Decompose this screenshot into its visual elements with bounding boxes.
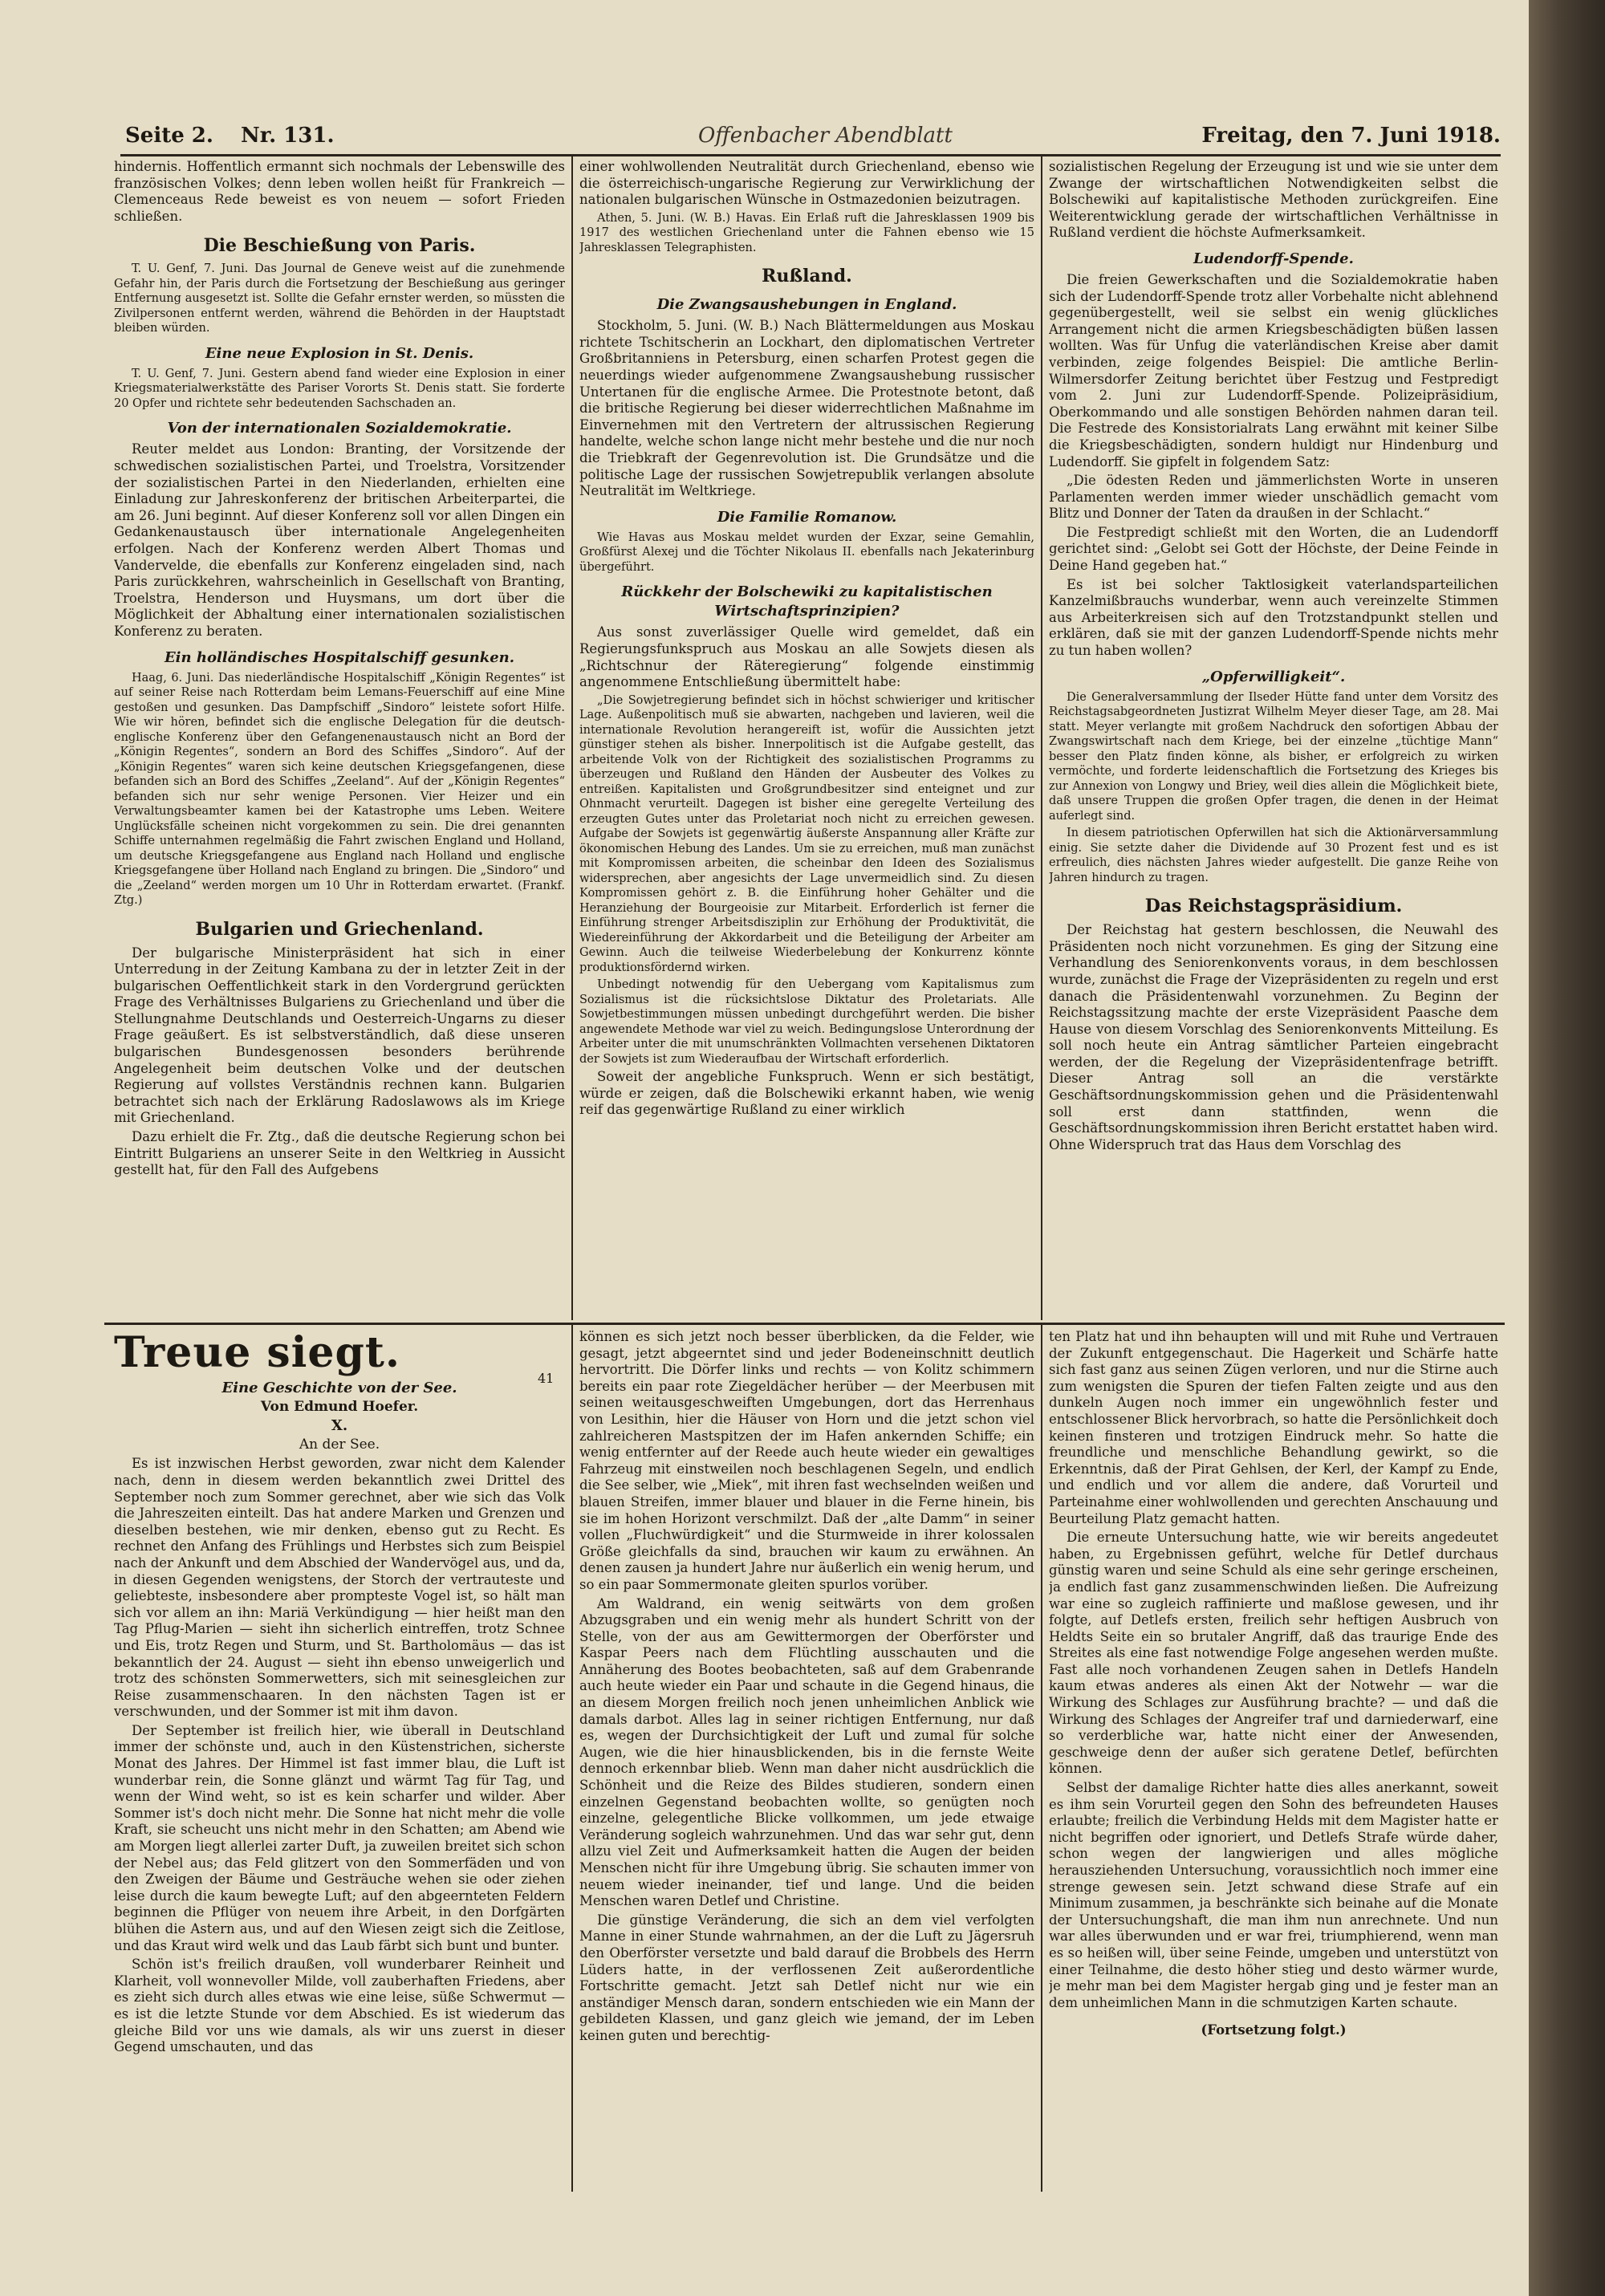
headline: Das Reichstagspräsidium. — [1144, 896, 1403, 917]
headline: Ludendorff-Spende. — [1193, 250, 1354, 267]
article-text: „Die Sowjetregierung befindet sich in höchst schwieriger und kritischer Lage. Außenpolitisch muß sie abwarten, nachgeben und lavieren, weil die internationale Revolution herangereift ist, wofür die Aussichten jetzt günstiger stehen als bisher. Innerpolitisch ist die Aufgabe gestellt, das arbeitende Volk von der Richtigkeit des sozialistischen Programms zu überzeugen und Rußland den Händen der Ausbeuter des Volkes zu entreißen. Kapitalisten und Großgrundbesitzer sind enteignet und zur Ohnmacht verurteilt. Dagegen ist bisher eine geregelte Verteilung des erzeugten Gutes unter das Proletariat noch nicht zu erreichen gewesen. Aufgabe der Sowjets ist gegenwärtig äußerste Anspannung aller Kräfte zur ökonomischen Hebung des Landes. Um sie zu erreichen, muß man zunächst mit Kompromissen arbeiten, die scheinbar den Ideen des Sozialismus widersprechen, aber angesichts der Lage unvermeidlich sind. Zu diesen Kompromissen gehört z. B. die Einführung hoher Gehälter und die Heranziehung der Bourgeoisie zur Mitarbeit. Erforderlich ist ferner die Einführung strenger Arbeitsdisziplin zur Erhöhung der Produktivität, die Wiedereinführung der Akkordarbeit und die Beteiligung der Arbeiter am Gewinn. Auch die teilweise Wiederbelebung der Konkurrenz könnte produktionsfördernd wirken. — [579, 693, 1034, 974]
feuilleton-column-left — [114, 1329, 565, 2196]
feuilleton-column-right — [1049, 1329, 1498, 2196]
column-right — [1049, 159, 1498, 1321]
headline: Bulgarien und Griechenland. — [195, 918, 484, 940]
story-text: Schön ist's freilich draußen, voll wunderbarer Reinheit und Klarheit, voll wonnevoller Milde, voll zauberhaften Friedens, aber es zieht sich durch alles etwas wie eine leise, süße Schwermut — es ist die letzte Stunde vor dem Abschied. Es ist wiederum das gleiche Bild vor uns wie damals, als wir uns zuerst in dieser Gegend umschauten, und das — [114, 1957, 565, 2055]
feuilleton-column-middle — [579, 1329, 1034, 2196]
story-text: können es sich jetzt noch besser überblicken, da die Felder, wie gesagt, jetzt abgeerntet sind und jeder Bodeneinschnitt deutlich hervortritt. Die Dörfer links und rechts — von Kolitz schimmern bereits ein paar rote Ziegeldächer herüber — der Meerbusen mit seinen weitausgeschweiften Umgebungen, dort das Herrenhaus von Lesithin, hier die Häuser von Horn und die jetzt schon viel zahlreicheren Mastspitzen der im Hafen ankernden Schiffe; ein wenig entfernter auf der Reede auch heute wieder ein gewaltiges Fahrzeug mit einstweilen noch beschlagenen Segeln, und endlich die See selber, wie „Miek“, mit ihren fast wechselnden weißen und blauen Streifen, immer blauer und blauer in die Ferne hinein, bis sie im hohen Horizont verschmilzt. Daß der „alte Damm“ in seiner vollen „Fluchwürdigkeit“ und die Sturmweide in ihrer kolossalen Größe gleichfalls da sind, brauchen wir kaum zu erwähnen. An denen zausen ja hundert Jahre nur äußerlich ein wenig herum, und so ein paar Sommermonate gleiten spurlos vorüber. — [579, 1329, 1034, 1592]
story-text: Es ist inzwischen Herbst geworden, zwar nicht dem Kalender nach, denn in diesem werden bekanntlich zwei Drittel des September noch zum Sommer gerechnet, aber wie sich das Volk die Jahreszeiten einteilt. Das hat andere Marken und Grenzen und dieselben bestehen, wie mir denken, ebenso gut zu Recht. Es rechnet den Anfang des Frühlings und Herbstes sich zum Beispiel nach der Ankunft und dem Abschied der Wandervögel aus, und da, in diesen Gegenden wenigstens, der Storch der vertrauteste und geliebteste, insbesondere aber prompteste Vogel ist, so hält man sich vor allem an ihn: Mariä Verkündigung — hier heißt man den Tag Pflug-Marien — sieht ihn sicherlich eintreffen, trotz Schnee und Eis, trotz Regen und Sturm, und St. Bartholomäus — das ist bekanntlich der 24. August — sieht ihn ebenso unweigerlich und trotz des schönsten Sommerwetters, sich mit seinesgleichen zur Reise zusammenschaaren. In den nächsten Tagen ist er verschwunden, und der Sommer ist mit ihm davon. — [114, 1456, 565, 1720]
article-text: Reuter meldet aus London: Branting, der Vorsitzende der schwedischen sozialistischen Partei, und Troelstra, Vorsitzender der sozialistischen Partei in den Niederlanden, erhielten eine Einladung zur Jahreskonferenz der britischen Arbeiterpartei, die am 26. Juni beginnt. Auf dieser Konferenz soll vor allen Dingen ein Gedankenaustausch über internationale Angelegenheiten erfolgen. Nach der Konferenz werden Albert Thomas und Vandervelde, die ebenfalls zur Konferenz eingeladen sind, nach Paris zurückkehren, wahrscheinlich in Gesellschaft von Branting, Troelstra, Henderson und Huysmans, um dort über die Möglichkeit der Abhaltung einer internationalen sozialistischen Konferenz zu beraten. — [114, 441, 565, 639]
headline: Die Zwangsaushebungen in England. — [656, 296, 957, 314]
chapter-title: An der See. — [299, 1436, 380, 1453]
column-left — [114, 159, 565, 1321]
headline: Die Familie Romanow. — [717, 508, 897, 526]
story-text: ten Platz hat und ihn behaupten will und mit Ruhe und Vertrauen der Zukunft entgegenschaut. Die Hagerkeit und Schärfe hatte sich fast ganz aus seinen Zügen verloren, und nur die Stirne auch zum wenigsten die Spuren der tiefen Falten zeigte und aus den dunkeln Augen noch immer ein ungewöhnlich fester und entschlossener Blick hervorbrach, so hatte die Persönlichkeit doch keinen finsteren und trotzigen Eindruck mehr. So hatte die freundliche und menschliche Behandlung gewirkt, so die Erkenntnis, daß der Pirat Gehlsen, der Kerl, der Kampf zu Ende, und endlich und vor allem die andere, daß Vorurteil und Parteinahme einer wohlwollenden und gerechten Anschauung und Beurteilung Platz gemacht hatten. — [1049, 1329, 1498, 1526]
story-text: Selbst der damalige Richter hatte dies alles anerkannt, soweit es ihm sein Vorurteil gegen den Sohn des befreundeten Hauses erlaubte; freilich die Verbindung Helds mit dem Magister hatte er nicht begriffen oder ignoriert, und Detlefs Strafe würde daher, schon wegen der langwierigen und alles mögliche herausziehenden Untersuchung, voraussichtlich noch immer eine strenge gewesen sein. Jetzt schwand diese Strafe auf ein Minimum zusammen, ja beschränkte sich beinahe auf die Monate der Untersuchungshaft, die man ihm nun anrechnete. Und nun war alles überwunden und er war frei, triumphierend, wenn man es so heißen will, über seine Feinde, umgeben und unterstützt von einer Teilnahme, die desto höher stieg und desto wärmer wurde, je mehr man bei dem Magister hergab ging und je fester man an dem unheimlichen Mann in die schmutzigen Karten schaute. — [1049, 1780, 1498, 2010]
feuilleton-subtitle: Eine Geschichte von der See. — [221, 1380, 457, 1396]
article-text: sozialistischen Regelung der Erzeugung ist und wie sie unter dem Zwange der wirtschaftlichen Notwendigkeiten selbst die Bolschewiki auf kapitalistische Methoden zurückgreifen. Eine Weiterentwicklung gerade der wirtschaftlichen Verhältnisse in Rußland verdient die höchste Aufmerksamkeit. — [1049, 159, 1498, 241]
feuilleton-rule — [104, 1323, 1505, 1325]
article-text: „Die ödesten Reden und jämmerlichsten Worte in unseren Parlamenten werden immer wieder unschädlich gemacht vom Blitz und Donner der Taten da draußen in der Schlacht.“ — [1049, 473, 1498, 522]
paper-name: Offenbacher Abendblatt — [698, 124, 953, 148]
page-header — [120, 120, 1501, 152]
article-text: einer wohlwollenden Neutralität durch Griechenland, ebenso wie die österreichisch-ungarische Regierung zur Verwirklichung der nationalen bulgarischen Wünsche in Ostmazedonien beizutragen. — [579, 159, 1034, 208]
article-text: In diesem patriotischen Opferwillen hat sich die Aktionärversammlung einig. Sie setzte daher die Dividende auf 30 Prozent fest und es ist erfreulich, dies nächsten Jahres wieder aufgestellt. Die ganze Reihe von Jahren hindurch zu tragen. — [1049, 827, 1498, 884]
chapter-number: X. — [331, 1417, 348, 1435]
article-text: Aus sonst zuverlässiger Quelle wird gemeldet, daß ein Regierungsfunkspruch aus Moskau an alle Sowjets diesen als „Richtschnur der Räteregierung“ folgende einstimmig angenommene Entschließung übermittelt habe: — [579, 624, 1034, 690]
story-text: Am Waldrand, ein wenig seitwärts von dem großen Abzugsgraben und ein wenig mehr als hundert Schritt von der Stelle, von der aus am Gewittermorgen der Oberförster und Kaspar Peers nach dem Flüchtling ausschauten und die Annäherung des Bootes beobachteten, saß auf dem Grabenrande auch heute wieder ein Paar und schaute in die Gegend hinaus, die an diesem Morgen freilich noch jenen unheimlichen Anblick wie damals darbot. Alles lag in seiner richtigen Entfernung, nur daß es, wegen der Durchsichtigkeit der Luft und zumal für solche Augen, wie die hier hinausblickenden, bis in die fernste Weite dennoch erkennbar blieb. Wenn man daher nicht ausdrücklich die Schönheit und die Reize des Bildes studieren, sondern einen einzelnen Gegenstand beobachten wollte, so genügten noch einzelne, gelegentliche Blicke vollkommen, um jede etwaige Veränderung sogleich wahrzunehmen. Und das war sehr gut, denn allzu viel Zeit und Aufmerksamkeit hatten die Augen der beiden Menschen nicht für ihre Umgebung übrig. Sie schauten immer von neuem wieder ineinander, tief und lange. Und die beiden Menschen waren Detlef und Christine. — [579, 1595, 1034, 1909]
headline: Die Beschießung von Paris. — [203, 235, 476, 257]
article-text: Die freien Gewerkschaften und die Sozialdemokratie haben sich der Ludendorff-Spende trotz aller Vorbehalte nicht ablehnend gegenübergestellt, weil sie selbst ein wenig glückliches Arrangement nicht die armen Kriegsbeschädigten büßen lassen wollten. Was für Unfug die vaterländischen Kreise aber damit verbinden, zeige folgendes Beispiel: Die amtliche Berlin-Wilmersdorfer Zeitung berichtet über Festzug und Festpredigt vom 2. Juni zur Ludendorff-Spende. Polizeipräsidium, Oberkommando und alle sonstigen Behörden nahmen daran teil. Die Festrede des Konsistorialrats Lang erwähnt mit keiner Silbe die Kriegsbeschädigten, sondern huldigt nur Hindenburg und Ludendorff. Sie gipfelt in folgendem Satz: — [1049, 271, 1498, 469]
feuilleton-title: Treue siegt. — [114, 1329, 400, 1377]
column-middle — [579, 159, 1034, 1321]
article-text: hindernis. Hoffentlich ermannt sich nochmals der Lebenswille des französischen Volkes; denn leben wollen heißt für Frankreich — Clemenceaus Rede beweist es von neuem — sofort Frieden schließen. — [114, 159, 565, 224]
headline: „Opferwilligkeit“. — [1201, 668, 1346, 685]
article-text: Athen, 5. Juni. (W. B.) Havas. Ein Erlaß ruft die Jahresklassen 1909 bis 1917 des westlichen Griechenland unter die Fahnen ebenso wie 15 Jahresklassen Telegraphisten. — [579, 211, 1034, 254]
column-rule-1 — [571, 156, 573, 1320]
headline: Rußland. — [762, 266, 852, 287]
continuation-note: (Fortsetzung folgt.) — [1201, 2022, 1347, 2038]
article-text: T. U. Genf, 7. Juni. Das Journal de Geneve weist auf die zunehmende Gefahr hin, der Paris durch die Fortsetzung der Beschießung aus geringer Entfernung ausgesetzt ist. Sollte die Gefahr ernster werden, so müssten die Zivilpersonen entfernt werden, während die Behörden in der Hauptstadt bleiben würden. — [114, 262, 565, 335]
story-text: Die erneute Untersuchung hatte, wie wir bereits angedeutet haben, zu Ergebnissen geführt, welche für Detlef durchaus günstig waren und seine Schuld als eine sehr geringe erscheinen, ja endlich fast ganz zusammenschwinden ließen. Die Aufreizung war eine so zugleich raffinierte und maßlose gewesen, und ihr folgte, auf Detlefs ersten, freilich sehr heftigen Ausbruch von Heldts Seite ein so brutaler Angriff, daß das traurige Ende des Streites als eine fast notwendige Folge angesehen werden mußte. Fast alle noch vorhandenen Zeugen sahen in Detlefs Handeln kaum etwas anderes als einen Akt der Notwehr — war die Wirkung des Schlages zur Ausführung brachte? — und daß die Wirkung des Schlages der Angreifer traf und darniederwarf, eine so verderbliche war, hatte nicht einer der Anwesenden, geschweige denn der außer sich geratene Detlef, befürchten können. — [1049, 1530, 1498, 1777]
headline: Von der internationalen Sozialdemokratie. — [167, 420, 512, 437]
feuilleton-column-rule-2 — [1041, 1325, 1042, 2192]
article-text: Die Festpredigt schließt mit den Worten, die an Ludendorff gerichtet sind: „Gelobt sei Gott der Höchste, der Deine Feinde in Deine Hand gegeben hat.“ — [1049, 524, 1498, 574]
article-text: Soweit der angebliche Funkspruch. Wenn er sich bestätigt, würde er zeigen, daß die Bolschewiki erkannt haben, wie wenig reif das gegenwärtige Rußland zu einer wirklich — [579, 1069, 1034, 1118]
headline: Rückkehr der Bolschewiki zu kapitalistischen Wirtschaftsprinzipien? — [621, 583, 993, 620]
feuilleton-column-rule-1 — [571, 1325, 573, 2192]
article-text: Dazu erhielt die Fr. Ztg., daß die deutsche Regierung schon bei Eintritt Bulgariens an unserer Seite in den Weltkrieg in Aussicht gestellt hat, für den Fall des Aufgebens — [114, 1129, 565, 1178]
column-rule-2 — [1041, 156, 1042, 1320]
issue-date: Freitag, den 7. Juni 1918. — [1201, 124, 1501, 148]
article-text: Haag, 6. Juni. Das niederländische Hospitalschiff „Königin Regentes“ ist auf seiner Reise nach Rotterdam beim Lemans-Feuerschiff auf eine Mine gestoßen und gesunken. Das Dampfschiff „Sindoro“ leistete sofort Hilfe. Wie wir hören, befindet sich die englische Delegation für die deutsch-englische Konferenz über den Gefangenenaustausch nicht an Bord der „Königin Regentes“, sondern an Bord des Schiffes „Sindoro“. Auf der „Königin Regentes“ waren sich keine deutschen Kriegsgefangenen, diese befanden sich an Bord des Schiffes „Zeeland“. Auf der „Königin Regentes“ befanden sich nur sehr wenige Personen. Vier Heizer und ein Verwaltungsbeamter kamen bei der Katastrophe ums Leben. Weitere Unglücksfälle scheinen nicht vorgekommen zu sein. Die drei genannten Schiffe unternahmen regelmäßig die Fahrt zwischen England und Holland, um deutsche Kriegsgefangene aus England nach Holland und englische Kriegsgefangene über Holland nach England zu bringen. Die „Sindoro“ und die „Zeeland“ werden morgen um 10 Uhr in Rotterdam erwartet. (Frankf. Ztg.) — [114, 671, 565, 907]
article-text: Stockholm, 5. Juni. (W. B.) Nach Blättermeldungen aus Moskau richtete Tschitscherin an Lockhart, den diplomatischen Vertreter Großbritanniens in Petersburg, einen scharfen Protest gegen die neuerdings wieder aufgenommene Zwangsaushebung russischer Untertanen für die englische Armee. Die Protestnote betont, daß die britische Regierung bei dieser widerrechtlichen Maßnahme im Einvernehmen mit den Vertretern der altrussischen Regierung handelte, welche schon lange nicht mehr bestehe und die nur noch die Triebkraft der Gegenrevolution ist. Die Grundsätze und die politische Lage der russischen Sowjetrepublik verlangen absolute Neutralität im Weltkriege. — [579, 318, 1034, 499]
binding-edge — [1529, 0, 1605, 2296]
article-text: Die Generalversammlung der Ilseder Hütte fand unter dem Vorsitz des Reichstagsabgeordneten Justizrat Wilhelm Meyer dieser Tage, am 28. Mai statt. Meyer verlangte mit großem Nachdruck den sofortigen Abbau der Zwangswirtschaft nach dem Kriege, bei der einzelne „tüchtige Mann“ besser den Platz finden könne, als bisher, er erfolgreich zu wirken vermöchte, und forderte leidenschaftlich die Fortsetzung des Krieges bis zur Annexion von Longwy und Briey, weil dies allein die Möglichkeit biete, daß unsere Truppen die großen Opfer tragen, die denen in der Heimat auferlegt sind. — [1049, 690, 1498, 823]
page-number: Seite 2. — [125, 124, 213, 148]
story-text: Der September ist freilich hier, wie überall in Deutschland immer der schönste und, auch in den Küstenstrichen, sicherste Monat des Jahres. Der Himmel ist fast immer blau, die Luft ist wunderbar rein, die Sonne glänzt und wärmt Tag für Tag, und wenn der Wind weht, so ist es kein scharfer und wilder. Aber Sommer ist's doch nicht mehr. Die Sonne hat nicht mehr die volle Kraft, sie scheucht uns nicht mehr in den Schatten; am Abend wie am Morgen liegt allerlei zarter Duft, ja zuweilen breitet sich schon der Nebel aus; das Feld glitzert von den Sommerfäden und von den Zweigen der Bäume und Gesträuche wehen sie oder ziehen leise durch die kaum bewegte Luft; auf den abgeernteten Feldern beginnen die Pflüger von neuem ihre Arbeit, in den Dorfgärten blühen die Astern aus, und auf den Wiesen zeigt sich die Zeitlose, und das Kraut wird welk und das Laub färbt sich bunt und bunter. — [114, 1722, 565, 1953]
article-text: Der bulgarische Ministerpräsident hat sich in einer Unterredung in der Zeitung Kambana zu der in letzter Zeit in der bulgarischen Oeffentlichkeit stark in den Vordergrund gerückten Frage des Verhältnisses Bulgariens zu Griechenland und über die Stellungnahme Deutschlands und Oesterreich-Ungarns zu dieser Frage geäußert. Es ist selbstverständlich, daß diese unseren bulgarischen Bundesgenossen besonders berührende Angelegenheit beim deutschen Volke und der deutschen Regierung auf vollstes Verständnis rechnen kann. Bulgarien betrachtet sich nach der Erklärung Radoslawows als im Kriege mit Griechenland. — [114, 945, 565, 1126]
article-text: Der Reichstag hat gestern beschlossen, die Neuwahl des Präsidenten noch nicht vorzunehmen. Es ging der Sitzung eine Verhandlung des Seniorenkonvents voraus, in dem beschlossen wurde, zunächst die Frage der Vizepräsidenten zu regeln und erst danach die Präsidentenwahl vorzunehmen. Zu Beginn der Reichstagssitzung machte der erste Vizepräsident Paasche dem Hause von diesem Vorschlag des Seniorenkonvents Mitteilung. Es soll noch heute ein Antrag sämtlicher Parteien eingebracht werden, der die Regelung der Vizepräsidentenfrage betrifft. Dieser Antrag soll an die verstärkte Geschäftsordnungskommission gehen und die Präsidentenwahl soll erst dann stattfinden, wenn die Geschäftsordnungskommission ihren Bericht erstattet haben wird. Ohne Widerspruch trat das Haus dem Vorschlag des — [1049, 922, 1498, 1152]
issue-number: Nr. 131. — [241, 124, 335, 148]
installment-number: 41 — [538, 1371, 555, 1386]
header-rule — [120, 154, 1501, 156]
article-text: Wie Havas aus Moskau meldet wurden der Exzar, seine Gemahlin, Großfürst Alexej und die Töchter Nikolaus II. ebenfalls nach Jekaterinburg übergeführt. — [579, 530, 1034, 574]
headline: Eine neue Explosion in St. Denis. — [205, 344, 474, 362]
article-text: Es ist bei solcher Taktlosigkeit vaterlandsparteilichen Kanzelmißbrauchs wunderbar, wenn auch vereinzelte Stimmen aus Arbeiterkreisen sich auf den Trotzstandpunkt stellen und erklären, daß sie mit der ganzen Ludendorff-Spende nichts mehr zu tun haben wollen? — [1049, 576, 1498, 659]
story-text: Die günstige Veränderung, die sich an dem viel verfolgten Manne in einer Stunde wahrnahmen, an der die Luft zu Jägersruh den Oberförster versetzte und bald darauf die Brobbels des Herrn Lüders hatte, in der verflossenen Zeit außerordentliche Fortschritte gemacht. Jetzt sah Detlef nicht nur wie ein anständiger Mensch daran, sondern entschieden wie ein Mann der gebildeten Klassen, und ganz gleich wie jemand, der im Leben keinen guten und berechtig- — [579, 1912, 1034, 2043]
headline: Ein holländisches Hospitalschiff gesunken. — [164, 648, 515, 666]
article-text: Unbedingt notwendig für den Uebergang vom Kapitalismus zum Sozialismus ist die rücksichtslose Diktatur des Proletariats. Alle Sowjetbestimmungen müssen unbedingt durchgeführt werden. Die bisher angewendete Methode war viel zu weich. Bedingungslose Unterordnung der Arbeiter unter die mit unumschränkten Vollmachten versehenen Diktatoren der Sowjets ist zum Wiederaufbau der Wirtschaft erforderlich. — [579, 978, 1034, 1066]
article-text: T. U. Genf, 7. Juni. Gestern abend fand wieder eine Explosion in einer Kriegsmaterialwerkstätte des Pariser Vororts St. Denis statt. Sie forderte 20 Opfer und richtete sehr bedeutenden Sachschaden an. — [114, 367, 565, 410]
feuilleton-author: Von Edmund Hoefer. — [260, 1398, 419, 1415]
